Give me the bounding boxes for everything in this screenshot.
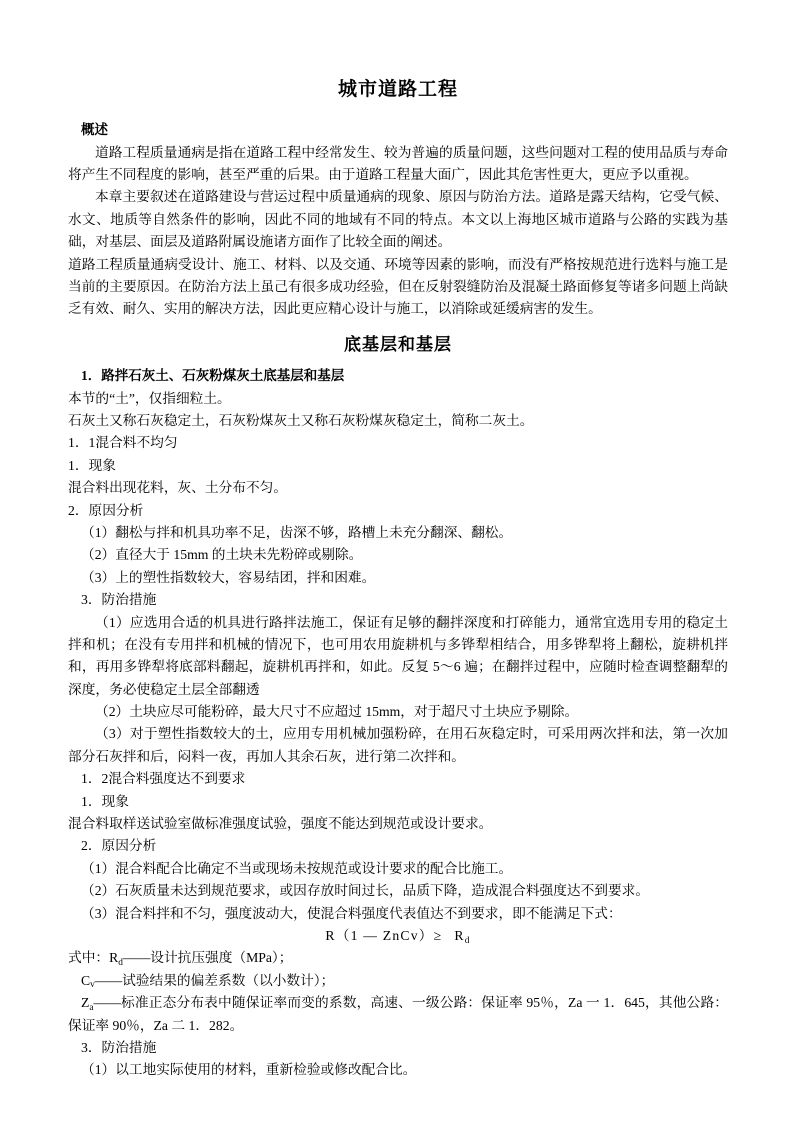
overview-paragraph-1: 道路工程质量通病是指在道路工程中经常发生、较为普遍的质量问题，这些问题对工程的使用品质与寿命将产生不同程度的影响，甚至严重的后果。由于道路工程量大面广，因此其危害性更大，更应予以重视。 xyxy=(68,144,728,182)
legend-line-za xyxy=(68,992,728,1037)
page-title: 城市道路工程 xyxy=(337,79,458,100)
legend-subscript-za: a xyxy=(89,1002,94,1013)
item1-heading: 1．路拌石灰土、石灰粉煤灰土底基层和基层 xyxy=(81,367,345,383)
legend-line-rd xyxy=(68,947,728,969)
strength-formula xyxy=(68,925,728,947)
sub-1-1-phenomenon-text: 混合料出现花料，灰、土分布不匀。 xyxy=(68,480,288,496)
overview-paragraph-3: 道路工程质量通病受设计、施工、材料、以及交通、环境等因素的影响，而没有严格按规范进行选料与施工是当前的主要原因。在防治方法上虽己有很多成功经验，但在反射裂缝防治及混凝土路面修复等诸多问题上尚缺乏有效、耐久、实用的解决方法，因此更应精心设计与施工，以消除或延缓病害的发生。 xyxy=(68,256,728,317)
sub-1-2-phenomenon-text: 混合料取样送试验室做标准强度试验，强度不能达到规范或设计要求。 xyxy=(68,816,493,832)
formula-right-subscript: d xyxy=(464,935,471,946)
legend-subscript-cv: v xyxy=(90,980,95,991)
sub-1-1-cause-3: （3）上的塑性指数较大，容易结团，拌和困难。 xyxy=(81,569,376,585)
legend-subscript-rd: d xyxy=(118,957,123,968)
overview-paragraph-2: 本章主要叙述在道路建设与营运过程中质量通病的现象、原因与防治方法。道路是露天结构，它受气候、水文、地质等自然条件的影响，因此不同的地域有不同的特点。本文以上海地区城市道路与公路的实践为基础，对基层、面层及道路附属设施诸方面作了比较全面的阐述。 xyxy=(68,189,728,250)
sub-1-2-cause-1: （1）混合料配合比确定不当或现场未按规范或设计要求的配合比施工。 xyxy=(81,860,513,876)
item1-intro-2: 石灰土又称石灰稳定土，石灰粉煤灰土又称石灰粉煤灰稳定土，简称二灰土。 xyxy=(68,413,534,429)
formula-expression: 1 — ZnCv） xyxy=(350,928,434,943)
sub-1-1-cause-label: 2．原因分析 xyxy=(68,502,144,518)
legend-text-cv: ——试验结果的偏差系数（以小数计）； xyxy=(94,972,335,988)
formula-right-symbol: R xyxy=(454,928,465,943)
formula-operator: ≥ xyxy=(433,928,443,943)
sub-1-1-cause-2: （2）直径大于 15mm 的土块未先粉碎或剔除。 xyxy=(81,547,363,563)
legend-line-cv xyxy=(68,970,728,992)
sub-1-2-heading: 1．2混合料强度达不到要求 xyxy=(81,771,246,787)
sub-1-2-measure-label: 3．防治措施 xyxy=(81,1039,157,1055)
sub-1-1-heading: 1．1混合料不均匀 xyxy=(68,435,178,451)
sub-1-2-phenomenon-label: 1．现象 xyxy=(81,793,129,809)
sub-1-1-measure-2: （2）土块应尽可能粉碎，最大尺寸不应超过 15mm，对于超尺寸土块应予剔除。 xyxy=(95,704,579,720)
legend-symbol-za: Z xyxy=(81,995,90,1011)
overview-heading: 概述 xyxy=(81,121,108,137)
sub-1-2-cause-label: 2．原因分析 xyxy=(81,838,157,854)
section-title: 底基层和基层 xyxy=(344,334,452,354)
legend-symbol-rd: R xyxy=(109,950,119,966)
sub-1-1-cause-1: （1）翻松与拌和机具功率不足，齿深不够，路槽上未充分翻深、翻松。 xyxy=(81,524,513,540)
page-content xyxy=(68,78,728,1082)
sub-1-2-cause-2: （2）石灰质量未达到规范要求，或因存放时间过长，品质下降，造成混合料强度达不到要求。 xyxy=(81,883,650,899)
sub-1-1-phenomenon-label: 1．现象 xyxy=(68,457,116,473)
legend-symbol-cv: C xyxy=(81,972,91,988)
formula-left: R（ xyxy=(325,928,351,943)
sub-1-2-cause-3: （3）混合料拌和不匀，强度波动大，使混合料强度代表值达不到要求，即不能满足下式： xyxy=(81,905,622,921)
legend-prefix: 式中： xyxy=(68,950,110,966)
sub-1-1-measure-1: （1）应选用合适的机具进行路拌法施工，保证有足够的翻拌深度和打碎能力，通常宜选用专用的稳定土拌和机；在没有专用拌和机械的情况下，也可用农用旋耕机与多铧犁相结合，用多铧犁将上翻松，旋耕机拌和，再用多铧犁将底部料翻起，旋耕机再拌和，如此。反复 5～6 遍；在翻拌过程中，应随时检查调整翻犁的深度，务必使稳定土层全部翻透 xyxy=(68,614,728,697)
sub-1-2-measure-1: （1）以工地实际使用的材料，重新检验或修改配合比。 xyxy=(81,1062,417,1078)
item1-intro-1: 本节的“土”，仅指细粒土。 xyxy=(68,390,231,406)
legend-text-rd: ——设计抗压强度（MPa）； xyxy=(122,950,293,966)
sub-1-1-measure-3: （3）对于塑性指数较大的土，应用专用机械加强粉碎，在用石灰稳定时，可采用两次拌和法，第一次加部分石灰拌和后，闷料一夜，再加人其余石灰，进行第二次拌和。 xyxy=(68,726,728,764)
sub-1-1-measure-label: 3．防治措施 xyxy=(81,592,157,608)
legend-text-za: ——标准正态分布表中随保证率而变的系数，高速、一级公路：保证率 95％，Za 一 1．645，其他公路：保证率 90％，Za 二 1．282。 xyxy=(68,995,728,1033)
